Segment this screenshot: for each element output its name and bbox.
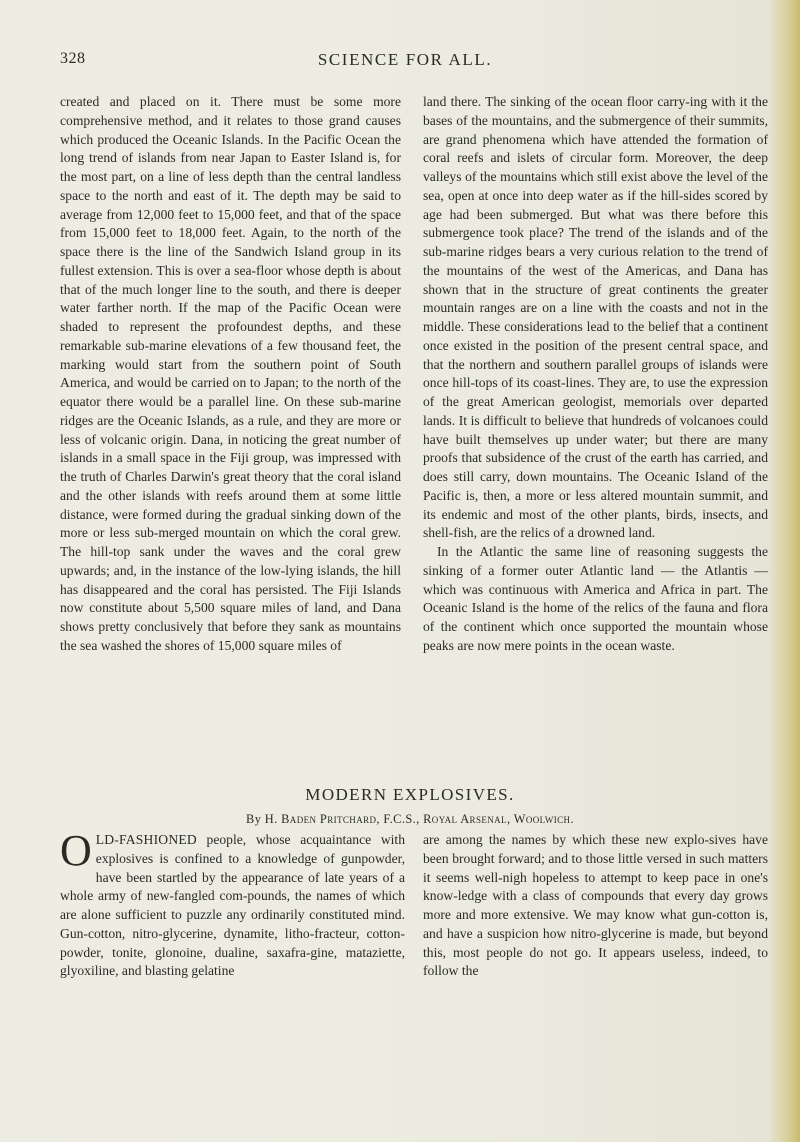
left-column-article [60, 826, 405, 981]
byline-author: H. Baden Pritchard, F.C.S., Royal Arsenal, Woolwich. [264, 812, 574, 826]
paragraph: are among the names by which these new explo-sives have been brought forward; and to those little versed in such matters it seems well-nigh hopeless to attempt to keep pace in one's know-ledge with a class of compounds that every day grows more and more extensive. We may know what gun-cotton is, and have a suspicion how nitro-glycerine is made, but beyond this, most people do not go. It appears useless, indeed, to follow the [423, 832, 768, 979]
right-column-article [423, 831, 768, 981]
paragraph-text: people, whose acquaintance with explosives is confined to a knowledge of gunpowder, have been startled by the appearance of late years of a whole army of new-fangled com-pounds, the names of which are alone sufficient to puzzle any ordinarily constituted mind. Gun-cotton, nitro-glycerine, dynamite, litho-fracteur, cotton-powder, tonite, glonoine, dualine, saxafra-gine, mataziette, glyoxiline, and blasting gelatine [60, 832, 405, 979]
article-title: MODERN EXPLOSIVES. [305, 785, 515, 804]
page-header [60, 50, 750, 72]
paragraph: land there. The sinking of the ocean floor carry-ing with it the bases of the mountains, and the submergence of their summits, are grand phenomena which have attended the formation of coral reefs and islets of circular form. Moreover, the deep valleys of the mountains which still exist above the level of the sea, open at once into deep water as if the hill-sides scored by age had been submerged. But what was there before this submergence took place? The trend of the islands and of the sub-marine ridges bears a very curious relation to the trend of the mountains of the west of the Americas, and Dana has shown that in the structure of great continents the greater mountain ranges are on a line with the coasts and not in the middle. These considerations lead to the belief that a continent once existed in the position of the present central space, and that the northern and southern parallel groups of islands were once hill-tops of its coast-lines. They are, to use the expression of the great American geologist, memorials over departed lands. It is difficult to believe that hundreds of volcanoes could have built themselves up under water; but there are many proofs that subsidence of the crust of the earth has carried, and does still carry, down mountains. The Oceanic Island of the Pacific is, then, a more or less altered mountain summit, and its endemic and most of the other plants, birds, insects, and shell-fish, are the relics of a drowned land. [423, 94, 768, 541]
right-column-section1 [423, 93, 768, 656]
drop-cap: O [60, 826, 92, 875]
paragraph: In the Atlantic the same line of reasoning suggests the sinking of a former outer Atlantic land — the Atlantis — which was continuous with America and Africa in part. The Oceanic Island is the home of the relics of the fauna and flora of the continent which once supported the mountain whose peaks are now mere points in the ocean waste. [423, 544, 768, 653]
byline-prefix: By [246, 812, 262, 826]
page-number: 328 [60, 50, 86, 67]
paragraph: created and placed on it. There must be some more comprehensive method, and it relates to those grand causes which produced the Oceanic Islands. In the Pacific Ocean the long trend of islands from near Japan to Easter Island is, for the most part, on a line of less depth than the central landless space to the north and east of it. The depth may be said to average from 12,000 feet to 15,000 feet, and that of the space from 15,000 feet to 18,000 feet. Again, to the north of the space there is the line of the Sandwich Island group in its fullest extension. This is over a sea-floor whose depth is about that of the much longer line to the south, and there is deeper water farther north. If the map of the Pacific Ocean were shaded to represent the profoundest depths, and these remarkable sub-marine elevations of a few thousand feet, the marking would start from the southern point of South America, and would be carried on to Japan; to the north of the equator there would be a parallel line. On these sub-marine ridges are the Oceanic Islands, as a rule, and they are more or less of volcanic origin. Dana, in noticing the great number of islands in a small space in the Fiji group, was impressed with the truth of Charles Darwin's great theory that the coral island and the other islands with reefs around them at some little distance, were formed during the gradual sinking down of the more or less sub-merged mountain on which the coral grew. The hill-top sank under the waves and the coral grew upwards; and, in the instance of the low-lying islands, the hill has disappeared and the coral has persisted. The Fiji Islands now constitute about 5,500 square miles of land, and Dana shows pretty conclusively that before they sank as mountains the sea washed the shores of 15,000 square miles of [60, 94, 401, 653]
running-title: SCIENCE FOR ALL. [317, 50, 493, 69]
first-word: LD-FASHIONED [95, 832, 197, 847]
left-column-section1 [60, 93, 401, 656]
byline [60, 812, 760, 827]
paragraph [60, 826, 405, 981]
